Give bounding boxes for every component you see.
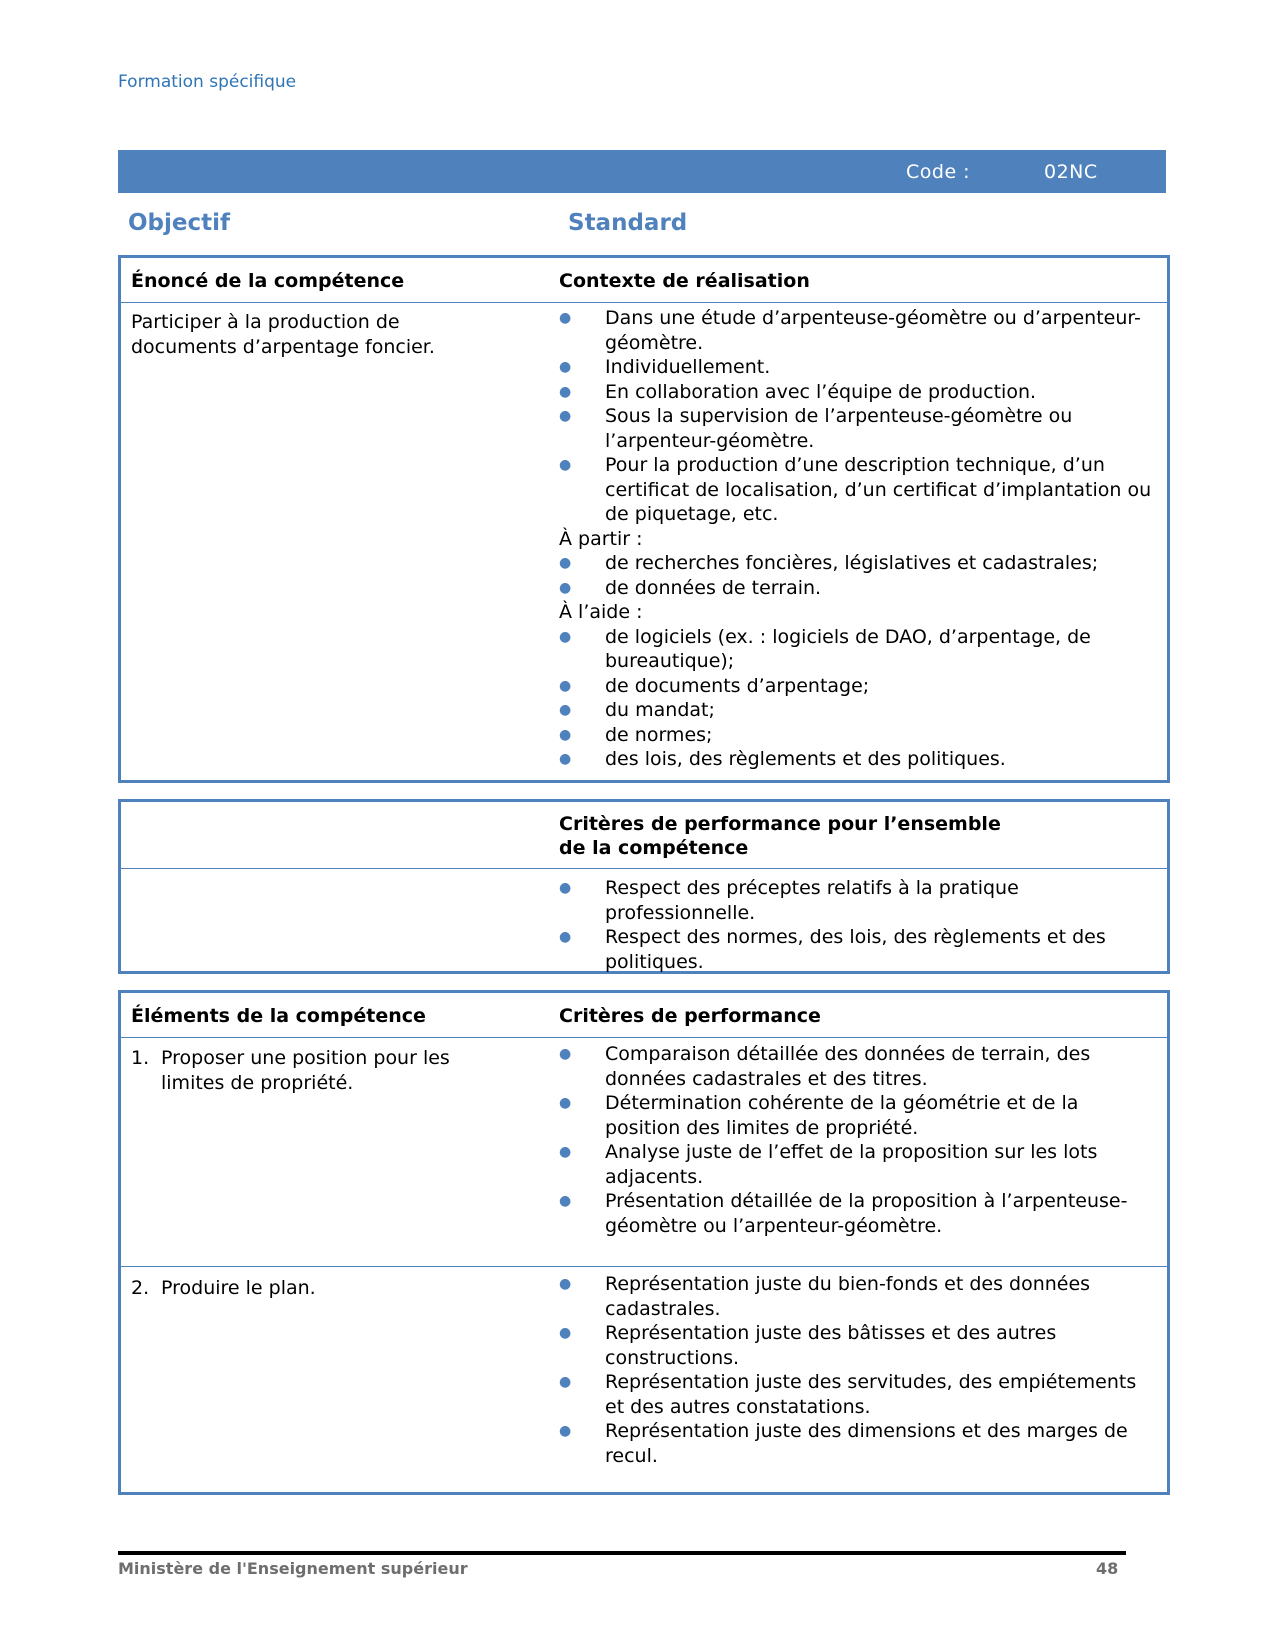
element-number: 1.: [131, 1047, 150, 1069]
list-item: ● Analyse juste de l’effet de la proposition sur les lots adjacents.: [559, 1141, 1098, 1188]
list-item: ● Représentation juste des servitudes, des empiétements et des autres constatations.: [559, 1371, 1137, 1418]
criteres-list: [559, 1272, 1159, 1468]
section-title-objectif: Objectif: [128, 210, 231, 236]
running-header-title: Formation spécifique: [118, 72, 297, 92]
bullet-icon: ●: [559, 579, 572, 596]
code-banner: [118, 150, 1166, 193]
criteres-row-2: [559, 1272, 1159, 1468]
page-number: 48: [1096, 1559, 1119, 1578]
criteres-list: [559, 1042, 1159, 1238]
bullet-icon: ●: [559, 1095, 572, 1111]
footer-rule: [118, 1551, 1126, 1555]
list-item: ● En collaboration avec l’équipe de production.: [559, 380, 1037, 403]
contexte-list: [559, 306, 1159, 527]
elements-header: Éléments de la compétence: [131, 1005, 426, 1027]
list-item: ● Individuellement.: [559, 356, 771, 378]
list-item: ● Présentation détaillée de la proposition à l’arpenteuse-géomètre ou l’arpenteur-géomètre.: [559, 1190, 1128, 1237]
bullet-icon: ●: [559, 929, 572, 945]
criteres-ensemble-header: Critères de performance pour l’ensemble de la compétence: [559, 813, 1001, 859]
bullet-icon: ●: [559, 408, 572, 424]
bullet-icon: ●: [559, 726, 572, 743]
bullet-icon: ●: [559, 310, 572, 326]
bullet-icon: ●: [559, 702, 572, 718]
row-divider: [121, 1266, 1167, 1267]
a-partir-label: À partir :: [559, 527, 643, 550]
code-value: 02NC: [1044, 161, 1098, 183]
bullet-icon: ●: [559, 1374, 572, 1390]
a-laide-label: À l’aide :: [559, 601, 643, 623]
enonce-header: Énoncé de la compétence: [131, 270, 405, 292]
bullet-icon: ●: [559, 751, 572, 767]
bullet-icon: ●: [559, 383, 572, 400]
list-item: ● Détermination cohérente de la géométrie et de la position des limites de propriété.: [559, 1092, 1079, 1139]
competence-table: [118, 255, 1170, 783]
footer-publisher: Ministère de l'Enseignement supérieur: [118, 1559, 468, 1578]
bullet-icon: ●: [559, 1193, 572, 1209]
element-row-2: [131, 1276, 461, 1301]
criteres-ensemble-list: [559, 876, 1159, 974]
list-item: ● de logiciels (ex. : logiciels de DAO, d’arpentage, de bureautique);: [559, 625, 1091, 672]
list-item: ● Dans une étude d’arpenteuse-géomètre ou d’arpenteur-géomètre.: [559, 307, 1141, 354]
list-item: ● Respect des préceptes relatifs à la pratique professionnelle.: [559, 877, 1019, 924]
bullet-icon: ●: [559, 1423, 572, 1439]
contexte-header: Contexte de réalisation: [559, 270, 810, 292]
elements-table: [118, 990, 1170, 1495]
element-row-1: [131, 1046, 461, 1095]
list-item: ● Comparaison détaillée des données de terrain, des données cadastrales et des titres.: [559, 1043, 1091, 1090]
a-partir-list: [559, 551, 1159, 600]
criteres-header: Critères de performance: [559, 1005, 821, 1027]
bullet-icon: ●: [559, 1144, 572, 1160]
list-item: ● Représentation juste des bâtisses et des autres constructions.: [559, 1322, 1057, 1369]
list-item: ● de recherches foncières, législatives et cadastrales;: [559, 552, 1099, 574]
bullet-icon: ●: [559, 457, 572, 473]
element-text: Produire le plan.: [161, 1277, 316, 1299]
code-label: Code :: [906, 161, 971, 183]
criteres-row-1: [559, 1042, 1159, 1238]
element-number: 2.: [131, 1277, 150, 1299]
list-item: ● Sous la supervision de l’arpenteuse-géomètre ou l’arpenteur-géomètre.: [559, 405, 1073, 452]
bullet-icon: ●: [559, 677, 572, 694]
criteres-ensemble-table: [118, 799, 1170, 974]
bullet-icon: ●: [559, 1046, 572, 1062]
code-divider: [1034, 193, 1035, 195]
criteres-ensemble-list-container: [559, 876, 1159, 974]
list-item: ● des lois, des règlements et des politiques.: [559, 748, 1006, 770]
list-item: ● de normes;: [559, 723, 713, 746]
contexte-list-container: [559, 306, 1159, 772]
bullet-icon: ●: [559, 628, 572, 645]
bullet-icon: ●: [559, 1325, 572, 1341]
list-item: ● Respect des normes, des lois, des règlements et des politiques.: [559, 926, 1106, 973]
a-laide-list: [559, 625, 1159, 772]
list-item: ● de documents d’arpentage;: [559, 674, 870, 697]
bullet-icon: ●: [559, 555, 572, 571]
list-item: ● Pour la production d’une description technique, d’un certificat de localisation, d’un certificat d’implantation ou de piquetage, etc.: [559, 454, 1152, 525]
enonce-text: Participer à la production de documents d’arpentage foncier.: [131, 311, 435, 358]
element-text: Proposer une position pour les limites de propriété.: [161, 1047, 450, 1094]
list-item: ● du mandat;: [559, 699, 715, 721]
list-item: ● de données de terrain.: [559, 576, 822, 599]
bullet-icon: ●: [559, 880, 572, 896]
list-item: ● Représentation juste du bien-fonds et des données cadastrales.: [559, 1273, 1091, 1320]
section-title-standard: Standard: [568, 210, 688, 236]
list-item: ● Représentation juste des dimensions et des marges de recul.: [559, 1420, 1128, 1467]
bullet-icon: ●: [559, 359, 572, 375]
bullet-icon: ●: [559, 1276, 572, 1292]
